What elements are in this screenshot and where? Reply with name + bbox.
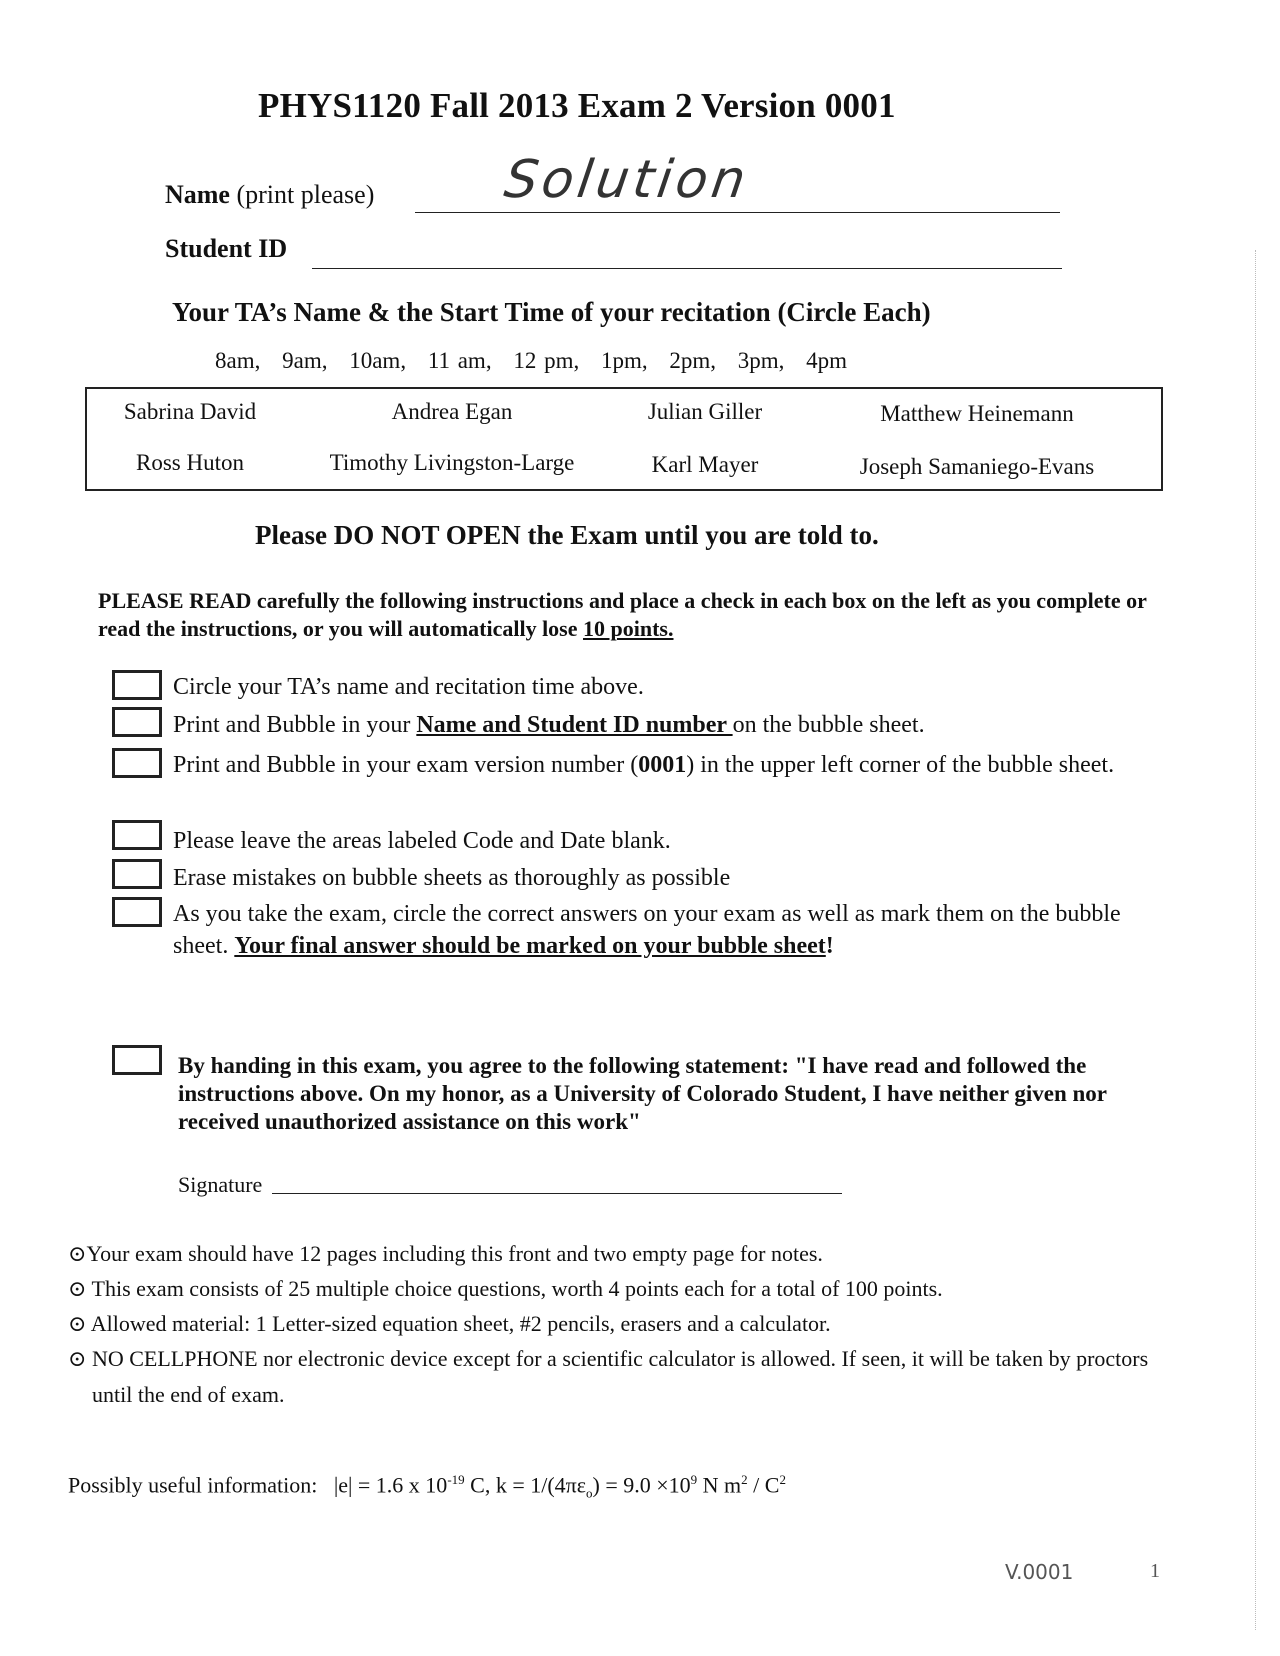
bullet-text: Your exam should have 12 pages including this front and two empty page for notes. bbox=[86, 1241, 823, 1266]
time-option[interactable]: 3pm, bbox=[737, 348, 785, 373]
bullet-question-count bbox=[68, 1271, 1148, 1307]
version-footer: V.0001 bbox=[1005, 1560, 1074, 1584]
unit-exp: 2 bbox=[741, 1472, 748, 1487]
name-hint: (print please) bbox=[236, 180, 375, 209]
checklist-item-circle-answers bbox=[173, 898, 1133, 962]
bullet-icon: ⊙ bbox=[68, 1311, 87, 1336]
checkbox-version-number[interactable] bbox=[112, 748, 162, 778]
ta-name[interactable]: Karl Mayer bbox=[651, 452, 759, 477]
checkbox-name-id[interactable] bbox=[112, 707, 162, 737]
bullet-page-count bbox=[68, 1236, 1148, 1272]
checklist-item-erase-mistakes: Erase mistakes on bubble sheets as thoroughly as possible bbox=[173, 865, 731, 891]
time-option[interactable]: 11 am, bbox=[427, 348, 492, 373]
honor-statement: By handing in this exam, you agree to the following statement: "I have read and followed the instructions above. On my honor, as a University of Colorado Student, I have neither given nor received unauthorized assistance on this work" bbox=[178, 1053, 1107, 1134]
bullet-text: Allowed material: 1 Letter-sized equation sheet, #2 pencils, erasers and a calculator. bbox=[90, 1311, 831, 1336]
item2-bold: Name and Student ID number bbox=[416, 712, 733, 738]
ta-name[interactable]: Ross Huton bbox=[136, 450, 244, 475]
ta-name[interactable]: Timothy Livingston-Large bbox=[329, 450, 575, 475]
checkbox-erase-mistakes[interactable] bbox=[112, 859, 162, 889]
coulomb-constant: C, k = 1/(4πε bbox=[464, 1472, 587, 1498]
ta-heading: Your TA’s Name & the Start Time of your recitation (Circle Each) bbox=[172, 297, 931, 327]
time-option[interactable]: 8am, bbox=[215, 348, 261, 373]
unit-exp-2: 2 bbox=[779, 1472, 786, 1487]
signature-label: Signature bbox=[178, 1172, 263, 1197]
electron-charge-exp: -19 bbox=[447, 1472, 465, 1487]
student-id-line bbox=[312, 268, 1062, 269]
time-option[interactable]: 4pm bbox=[806, 348, 848, 373]
ta-names-box bbox=[85, 387, 1163, 491]
read-instructions bbox=[98, 587, 1158, 643]
bullet-text: NO CELLPHONE nor electronic device except for a scientific calculator is allowed. If seen, it will be taken by proctors until the end of exam. bbox=[91, 1346, 1149, 1407]
penalty-points: 10 points. bbox=[583, 616, 674, 641]
name-label: Name bbox=[165, 180, 230, 209]
bullet-no-cellphone bbox=[68, 1341, 1172, 1413]
coulomb-unit: N m bbox=[697, 1472, 742, 1498]
item3-text: Print and Bubble in your exam version number ( bbox=[173, 752, 639, 778]
electron-charge: |e| = 1.6 x 10 bbox=[333, 1472, 448, 1498]
bullet-allowed-material bbox=[68, 1306, 1148, 1342]
item2-post: on the bubble sheet. bbox=[732, 712, 925, 738]
checkbox-honor-statement[interactable] bbox=[112, 1045, 162, 1075]
coulomb-value: ) = 9.0 ×10 bbox=[592, 1472, 691, 1498]
scan-edge bbox=[1255, 250, 1256, 1630]
useful-information bbox=[68, 1472, 786, 1502]
item3-bold: 0001 bbox=[638, 752, 687, 778]
ta-name[interactable]: Joseph Samaniego-Evans bbox=[859, 454, 1095, 479]
checkbox-circle-answers[interactable] bbox=[112, 897, 162, 927]
bullet-text: This exam consists of 25 multiple choice questions, worth 4 points each for a total of 100 points. bbox=[91, 1276, 943, 1301]
time-option[interactable]: 10am, bbox=[349, 348, 407, 373]
time-option[interactable]: 1pm, bbox=[600, 348, 648, 373]
bullet-icon: ⊙ bbox=[68, 1346, 87, 1371]
time-option[interactable]: 9am, bbox=[282, 348, 328, 373]
ta-name[interactable]: Matthew Heinemann bbox=[880, 401, 1074, 426]
checkbox-code-date[interactable] bbox=[112, 820, 162, 850]
recitation-times bbox=[215, 348, 861, 374]
item2-text: Print and Bubble in your bbox=[173, 712, 417, 738]
checkbox-circle-ta[interactable] bbox=[112, 670, 162, 700]
page-number: 1 bbox=[1150, 1560, 1160, 1582]
coulomb-exp: 9 bbox=[690, 1472, 698, 1487]
epsilon-sub: o bbox=[586, 1485, 593, 1501]
item6-bold: Your final answer should be marked on your bubble sheet bbox=[234, 933, 826, 959]
name-handwritten-value: Solution bbox=[500, 150, 754, 210]
item6-post: ! bbox=[825, 933, 834, 959]
ta-name[interactable]: Julian Giller bbox=[647, 399, 763, 424]
checklist-item-version-number bbox=[173, 749, 1133, 781]
signature-line[interactable] bbox=[272, 1193, 842, 1194]
do-not-open-notice: Please DO NOT OPEN the Exam until you are told to. bbox=[255, 520, 879, 550]
coulomb-unit-2: / C bbox=[747, 1472, 780, 1498]
time-option[interactable]: 2pm, bbox=[669, 348, 716, 373]
useful-label: Possibly useful information: bbox=[68, 1472, 318, 1498]
name-label-group bbox=[165, 180, 374, 210]
ta-name[interactable]: Sabrina David bbox=[123, 399, 257, 424]
item3-post: ) in the upper left corner of the bubble sheet. bbox=[686, 752, 1115, 778]
bullet-icon: ⊙ bbox=[68, 1276, 87, 1301]
checklist-item-name-id bbox=[173, 709, 1133, 741]
ta-name[interactable]: Andrea Egan bbox=[391, 399, 513, 424]
name-line bbox=[415, 212, 1060, 213]
exam-title: PHYS1120 Fall 2013 Exam 2 Version 0001 bbox=[258, 86, 896, 125]
student-id-label: Student ID bbox=[165, 234, 288, 263]
bullet-icon: ⊙ bbox=[68, 1241, 87, 1266]
checklist-item-code-date: Please leave the areas labeled Code and Date blank. bbox=[173, 828, 671, 854]
time-option[interactable]: 12 pm, bbox=[513, 348, 580, 373]
item6-text: As you take the exam, circle the correct answers on your exam as well as mark them on the bubble sheet. bbox=[173, 901, 1121, 959]
checklist-item-circle-ta: Circle your TA’s name and recitation time above. bbox=[173, 674, 644, 700]
read-instructions-text: PLEASE READ carefully the following instructions and place a check in each box on the left as you complete or read the instructions, or you will automatically lose bbox=[98, 588, 1147, 641]
